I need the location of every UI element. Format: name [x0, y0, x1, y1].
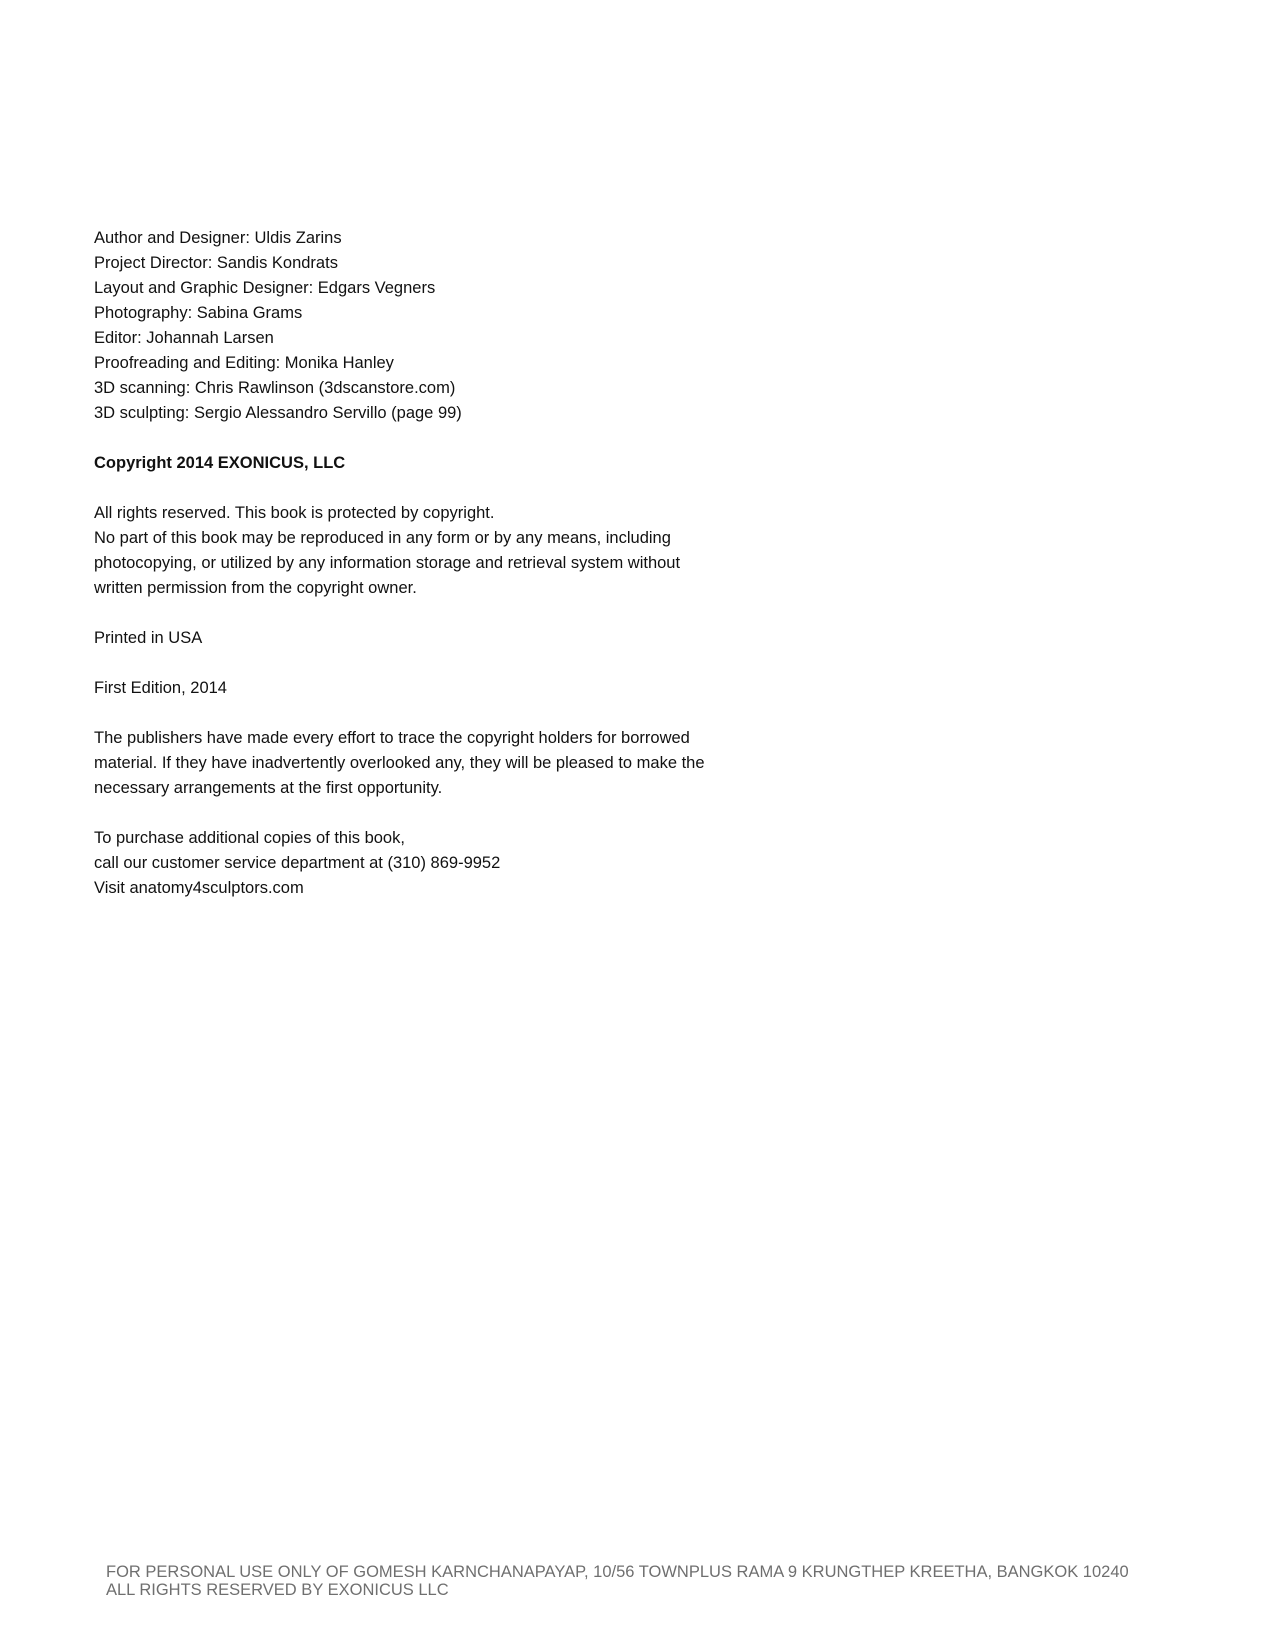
publishers-note-line: material. If they have inadvertently overlooked any, they will be pleased to make the — [94, 754, 705, 772]
credit-3d-scanning: 3D scanning: Chris Rawlinson (3dscanstore.com) — [94, 379, 456, 397]
purchase-line: To purchase additional copies of this book, — [94, 829, 405, 847]
credit-proofreading: Proofreading and Editing: Monika Hanley — [94, 354, 394, 372]
credit-photography: Photography: Sabina Grams — [94, 304, 303, 322]
rights-line: photocopying, or utilized by any information storage and retrieval system without — [94, 554, 681, 572]
edition: First Edition, 2014 — [94, 679, 227, 697]
copyright-notice: Copyright 2014 EXONICUS, LLC — [94, 454, 346, 472]
purchase-info — [94, 826, 814, 901]
spacer — [94, 426, 814, 451]
copyright-page-content — [94, 226, 814, 901]
publishers-note-line: The publishers have made every effort to trace the copyright holders for borrowed — [94, 729, 690, 747]
credits-block — [94, 226, 814, 426]
publishers-note — [94, 726, 814, 801]
purchase-phone: call our customer service department at (310) 869-9952 — [94, 854, 501, 872]
spacer — [94, 701, 814, 726]
spacer — [94, 651, 814, 676]
rights-block — [94, 501, 814, 601]
license-footer — [106, 1563, 1129, 1599]
credit-layout-designer: Layout and Graphic Designer: Edgars Vegners — [94, 279, 436, 297]
rights-line: No part of this book may be reproduced in any form or by any means, including — [94, 529, 671, 547]
rights-line: written permission from the copyright owner. — [94, 579, 417, 597]
footer-rights-line: ALL RIGHTS RESERVED BY EXONICUS LLC — [106, 1581, 449, 1599]
publishers-note-line: necessary arrangements at the first opportunity. — [94, 779, 443, 797]
credit-project-director: Project Director: Sandis Kondrats — [94, 254, 338, 272]
rights-line: All rights reserved. This book is protected by copyright. — [94, 504, 495, 522]
spacer — [94, 476, 814, 501]
credit-3d-sculpting: 3D sculpting: Sergio Alessandro Servillo (page 99) — [94, 404, 462, 422]
spacer — [94, 801, 814, 826]
credit-author: Author and Designer: Uldis Zarins — [94, 229, 342, 247]
credit-editor: Editor: Johannah Larsen — [94, 329, 274, 347]
footer-license-line: FOR PERSONAL USE ONLY OF GOMESH KARNCHANAPAYAP, 10/56 TOWNPLUS RAMA 9 KRUNGTHEP KREETHA, BANGKOK 10240 — [106, 1563, 1129, 1581]
spacer — [94, 601, 814, 626]
printed-in: Printed in USA — [94, 629, 203, 647]
purchase-website: Visit anatomy4sculptors.com — [94, 879, 304, 897]
